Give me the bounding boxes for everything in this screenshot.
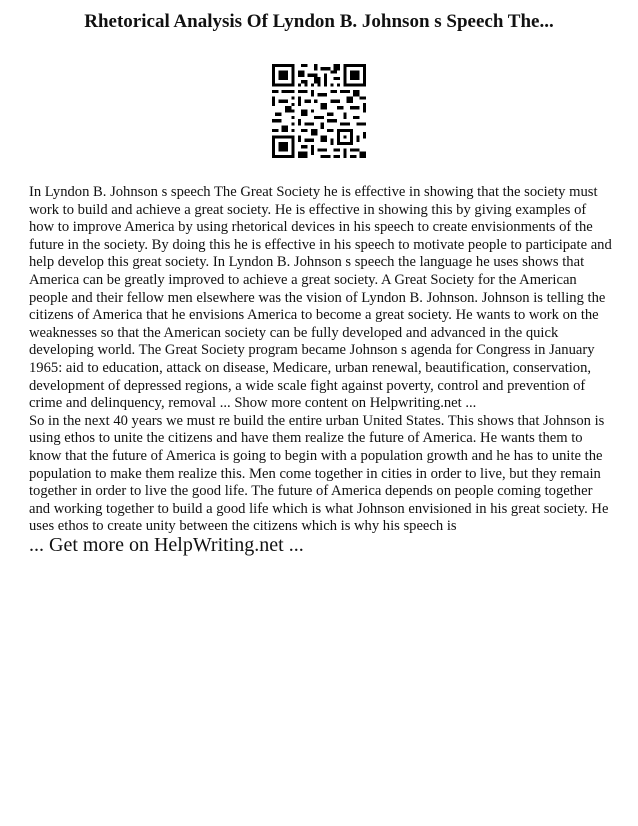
get-more-link[interactable]: ... Get more on HelpWriting.net ...	[29, 534, 304, 556]
qr-code-icon	[272, 64, 366, 158]
paragraph: So in the next 40 years we must re build the entire urban United States. This shows that Johnson is using ethos to unite the citizens and have them realize the future of America. He wants them to know that the future of America is going to begin with a population growth and he has to unite the population to make them realize this. Men come together in cities in order to live, but they remain together in order to live the good life. The future of America depends on people coming together and working together to build a good life which is what Johnson envisioned in his great society. He uses ethos to create unity between the citizens which is why his speech is	[29, 412, 609, 535]
page-title: Rhetorical Analysis Of Lyndon B. Johnson s Speech The...	[84, 11, 554, 32]
article-body	[29, 184, 613, 536]
paragraph: In Lyndon B. Johnson s speech The Great Society he is effective in showing that the society must work to build and achieve a great society. He is effective in showing this by giving examples of how to improve America by using rhetorical devices in his speech to create envisionments of the future in the society. By doing this he is effective in his speech to motivate people to participate and help develop this great society. In Lyndon B. Johnson s speech the language he uses shows that America can be greatly improved to achieve a great society. A Great Society for the American people and their fellow men elsewhere was the vision of Lyndon B. Johnson. Johnson is telling the citizens of America that he envisions America to become a great society. He wants to work on the weaknesses so that the American society can be fully developed and advanced in the quick developing world. The Great Society program became Johnson s agenda for Congress in January 1965: aid to education, attack on disease, Medicare, urban renewal, beautification, conservation, development of depressed regions, a wide scale fight against poverty, control and prevention of crime and delinquency, removal ... Show more content on Helpwriting.net ...	[29, 184, 612, 412]
